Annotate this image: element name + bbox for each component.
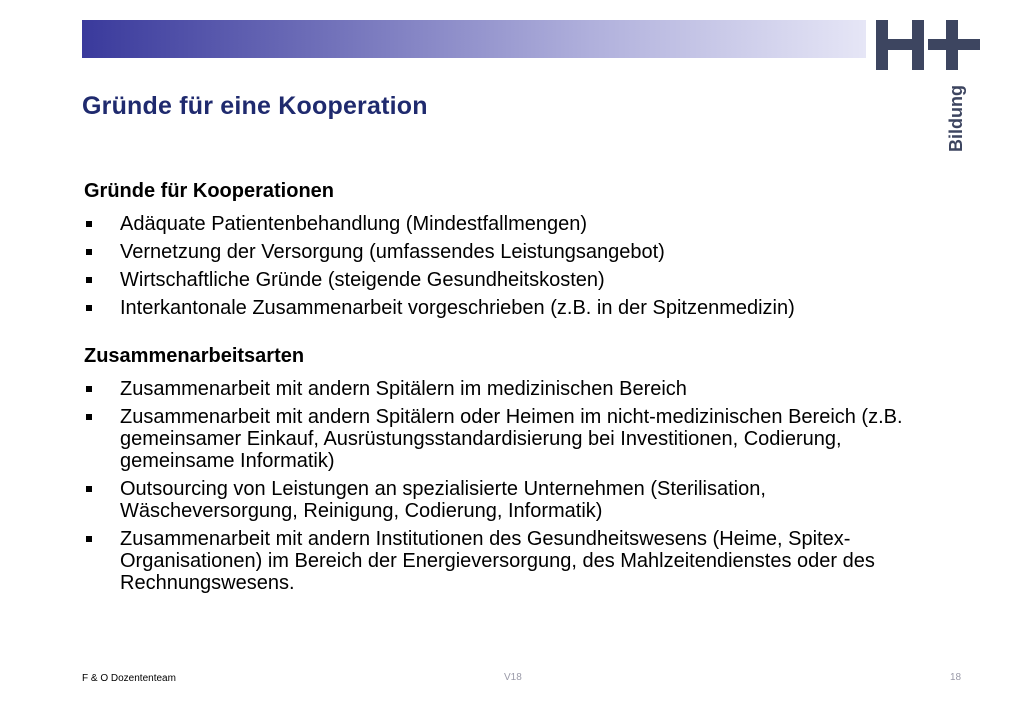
bullet-icon [86, 486, 92, 492]
list-item [84, 528, 944, 594]
list-item-text: Interkantonale Zusammenarbeit vorgeschrieben (z.B. in der Spitzenmedizin) [120, 297, 795, 319]
list-item-text: Zusammenarbeit mit andern Spitälern im medizinischen Bereich [120, 378, 687, 400]
section-cooperation-types [84, 345, 944, 594]
reasons-list [84, 213, 944, 319]
logo-text: Bildung [946, 85, 966, 152]
bullet-icon [86, 277, 92, 283]
section-reasons [84, 180, 944, 319]
bullet-icon [86, 249, 92, 255]
bullet-icon [86, 386, 92, 392]
header-banner [82, 20, 866, 58]
list-item-text: Wirtschaftliche Gründe (steigende Gesundheitskosten) [120, 269, 605, 291]
list-item [84, 213, 944, 235]
list-item-text: Outsourcing von Leistungen an spezialisierte Unternehmen (Sterilisation, Wäscheversorgung, Reinigung, Codierung, Informatik) [120, 478, 766, 522]
list-item [84, 297, 944, 319]
bullet-icon [86, 305, 92, 311]
bullet-icon [86, 536, 92, 542]
list-item [84, 478, 944, 522]
list-item [84, 269, 944, 291]
slide-title: Gründe für eine Kooperation [82, 92, 428, 120]
cooperation-types-list [84, 378, 944, 594]
list-item-text: Zusammenarbeit mit andern Spitälern oder Heimen im nicht-medizinischen Bereich (z.B. gemeinsamer Einkauf, Ausrüstungsstandardisierung bei Investitionen, Codierung, gemeinsame Informatik) [120, 406, 903, 472]
list-item [84, 241, 944, 263]
list-item-text: Zusammenarbeit mit andern Institutionen des Gesundheitswesens (Heime, Spitex-Organisationen) im Bereich der Energieversorgung, des Mahlzeitendienstes oder des Rechnungswesens. [120, 528, 875, 594]
slide-content [84, 180, 944, 600]
page-number: 18 [950, 672, 962, 683]
list-item-text: Adäquate Patientenbehandlung (Mindestfallmengen) [120, 213, 588, 235]
list-item [84, 378, 944, 400]
section-heading-cooperation-types: Zusammenarbeitsarten [84, 345, 305, 367]
list-item-text: Vernetzung der Versorgung (umfassendes Leistungsangebot) [120, 241, 665, 263]
section-heading-reasons: Gründe für Kooperationen [84, 180, 334, 202]
h-plus-bildung-logo [874, 18, 984, 158]
bullet-icon [86, 414, 92, 420]
footer-author: F & O Dozententeam [82, 673, 176, 684]
list-item [84, 406, 944, 472]
footer-version: V18 [504, 672, 522, 683]
bullet-icon [86, 221, 92, 227]
